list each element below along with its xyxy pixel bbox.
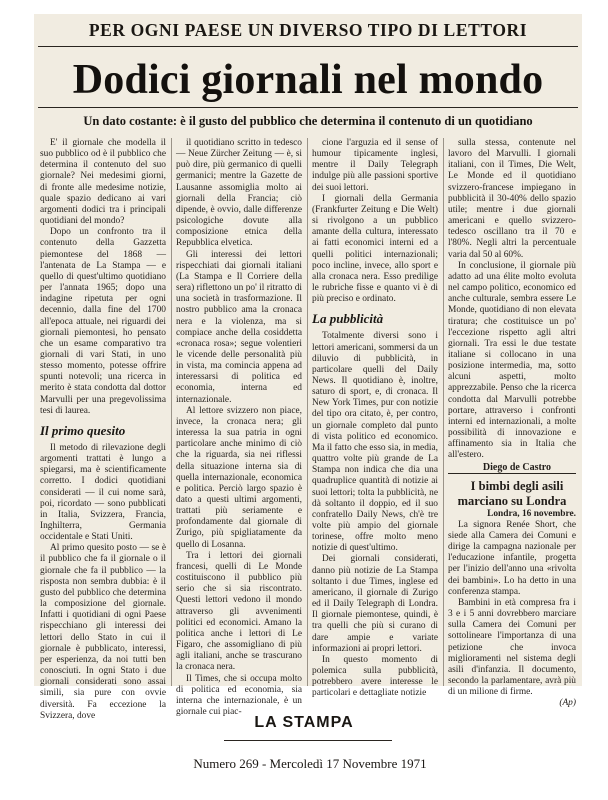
paragraph: E' il giornale che modella il suo pubblico od è il pubblico che determina il contenuto del suo giornale? Nei medesimi giorni, di fronte alle medesime notizie, quale spazio dedicano ai vari argomenti dodici tra i principali quotidiani del mondo? [40,138,166,227]
paragraph: Al lettore svizzero non piace, invece, la cronaca nera; gli interessa la sua patria in ogni particolare anche minimo di ciò che la riguarda, sia nei riflessi della situazione interna sia di quella internazionale, economica e politica. Perciò largo spazio è dato a questi ultimi argomenti, trattati più seriamente e profondamente dal giornale di Zurigo, più spigliatamente da quello di Losanna. [176,405,302,550]
paragraph: In conclusione, il giornale più adatto ad una élite molto evoluta nel campo politico, economico ed anche culturale, sembra essere Le Monde, quotidiano di non elevata tiratura; che costituisce un po' l'eccezione rispetto agli altri giornali. Tra essi le due testate italiane si collocano in una posizione intermedia, ma, sotto alcuni aspetti, molto apprezzabile. Penso che la ricerca condotta dal Marvulli potrebbe portare, attraverso i confronti interni ed internazionali, a molte possibilità di innovazione e affinamento sia in Italia che all'estero. [448,260,576,461]
agency-credit: (Ap) [559,698,576,709]
paragraph: La signora Renée Short, che siede alla Camera dei Comuni e dirige la campagna nazionale per l'educazione infantile, progetta per l'inizio dell'anno una «rivolta dei bambini». Lo ha detto in una conferenza stampa. [448,519,576,597]
paragraph: Totalmente diversi sono i lettori americani, sommersi da un diluvio di pubblicità, in particolare quelli del Daily News. Il quotidiano è, inoltre, saturo di sport, e, di cronaca. Il New York Times, pur con notizie del tipo ora citato, è, per contro, un giornale completo dal punto di vista politico ed economico. Ma il fatto che esso sia, in media, quattro volte più grande de La Stampa non indica che dia una quadruplice quantità di notizie ai suoi lettori; tolta la pubblicità, ne dà soltanto il doppio, ed il suo confratello Daily News, ch'è tre volte più ampio del giornale torinese, offre molto meno notizie di quest'ultimo. [312,331,438,554]
paragraph: il quotidiano scritto in tedesco — Neue Zürcher Zeitung — è, si può dire, più germanico di quelli germanici; mentre la Gazette de Lausanne assomiglia molto ai giornali della Francia; ciò dipende, è ovvio, dalle differenze psicologiche dovute alla composizione etnica della Repubblica elvetica. [176,138,302,249]
section-heading: La pubblicità [312,311,384,327]
paragraph: Dopo un confronto tra il contenuto della Gazzetta piemontese del 1868 — l'antenata de La Stampa — e quello di quest'ultimo quotidiano per l'annata 1965; dopo una indagine ripetuta per ogni decennio, dalla fine del 1700 all'epoca attuale, nei riguardi dei giornali piemontesi, ho pensato che un esame comparativo tra giornali di vari Stati, in uno stesso momento, potesse offrire spunti notevoli; una ricerca in merito è stata condotta dal dottor Marvulli per una pregevolissima tesi di laurea. [40,227,166,416]
divider [38,46,578,47]
paragraph: sulla stessa, contenute nel lavoro del Marvulli. I giornali italiani, con il Times, Die Welt, Le Monde ed il quotidiano svizzero-francese impiegano in pubblicità il 30-40% dello spazio utile; mentre i due giornali americani e quello svizzero-tedesco oscillano tra il 70 e l'80%. Negli altri la percentuale varia dal 50 al 60%. [448,138,576,260]
newspaper-clipping [34,14,582,721]
column-4 [448,138,576,710]
paragraph: Il Times, che si occupa molto di politica ed economia, sia interna che internazionale, è un giornale cui piac- [176,673,302,717]
divider [38,107,578,108]
dateline: Londra, 16 novembre. [487,508,576,519]
masthead: LA STAMPA [254,714,354,731]
author-signature: Diego de Castro [482,461,552,473]
paragraph: Al primo quesito posto — se è il pubblico che fa il giornale o il giornale che fa il pubblico — la risposta non sembra dubbia: è il gusto del pubblico che determina la composizione del giornale. Infatti i quotidiani di ogni Paese rispecchiano gli interessi dei lettori dello Stato in cui il giornale è pubblicato, interessi, per esperienza, da noi tutti ben conosciuti. In ogni Stato i due giornali considerati sono assai simili, sia pure con ovvie diversità. Fa eccezione la Svizzera, dove [40,543,166,721]
column-divider [307,138,308,686]
section-heading: Il primo quesito [40,422,126,438]
paragraph: Gli interessi dei lettori rispecchiati dai giornali italiani (La Stampa e Il Corriere della sera) riflettono un po' il ritratto di una società in trasformazione. Il nostro pubblico ama la cronaca nera e la violenza, ma si compiace anche della cosiddetta «cronaca rosa»; segue volentieri le vicende delle personalità più in vista, ma comincia appena ad interessarsi di politica ed economia, interna ed internazionale. [176,249,302,405]
column-3 [312,138,438,700]
paragraph: Tra i lettori dei giornali francesi, quelli di Le Monde costituiscono il pubblico più serio che si sia riscontrato. Questi lettori vedono il mondo attraverso gli avvenimenti politici ed economici. Amano la politica anche i lettori di Le Figaro, che assomigliano di più agli italiani, anche se trascurano la cronaca nera. [176,550,302,673]
issue-dateline: Numero 269 - Mercoledì 17 Novembre 1971 [193,756,427,771]
paragraph: Dei giornali considerati, danno più notizie de La Stampa soltanto i due Times, inglese ed americano, il giornale di Zurigo ed il Daily Telegraph di Londra. Il giornale piemontese, quindi, è tra quelli che più si curano di dare ampie e variate informazioni ai propri lettori. [312,554,438,654]
column-divider [171,138,172,686]
paragraph: I giornali della Germania (Frankfurter Zeitung e Die Welt) si rivolgono a un pubblico amante della cultura, interessato ai fatti economici interni ed a quelli politici internazionali; poco incline, invece, allo sport e alla cronaca nera. Esso predilige le rubriche fisse e quanto vi è di più preciso e ordinato. [312,193,438,305]
column-1 [40,138,166,722]
deck: Un dato costante: è il gusto del pubblico che determina il contenuto di un quotidiano [83,114,533,128]
kicker: PER OGNI PAESE UN DIVERSO TIPO DI LETTORI [88,20,528,40]
column-divider [443,138,444,686]
paragraph: Bambini in età compresa fra i 3 e i 5 anni dovrebbero marciare sulla Camera dei Comuni per sottolineare l'importanza di una petizione che invoca miglioramenti nel sistema degli asili d'infanzia. Il documento, secondo la parlamentare, avrà più di un milione di firme. [448,597,576,698]
column-2 [176,138,302,718]
paragraph: In questo momento di polemica sulla pubblicità, potrebbero avere interesse le particolari e dettagliate notizie [312,654,438,699]
headline: Dodici giornali nel mondo [72,57,544,103]
paragraph: Il metodo di rilevazione degli argomenti trattati è lungo a spiegarsi, ma è scientificamente corretto. I dodici quotidiani considerati — il cui nome sarà, poi, ricordato — sono pubblicati in Italia, Svizzera, Francia, Inghilterra, Germania occidentale e Stati Uniti. [40,442,166,543]
paragraph: cione l'arguzia ed il sense of humour tipicamente inglesi, mentre il Daily Telegraph indulge più alle passioni sportive dei suoi lettori. [312,138,438,193]
divider [224,740,392,741]
article-headline: I bimbi degli asili marciano su Londra [448,473,576,509]
